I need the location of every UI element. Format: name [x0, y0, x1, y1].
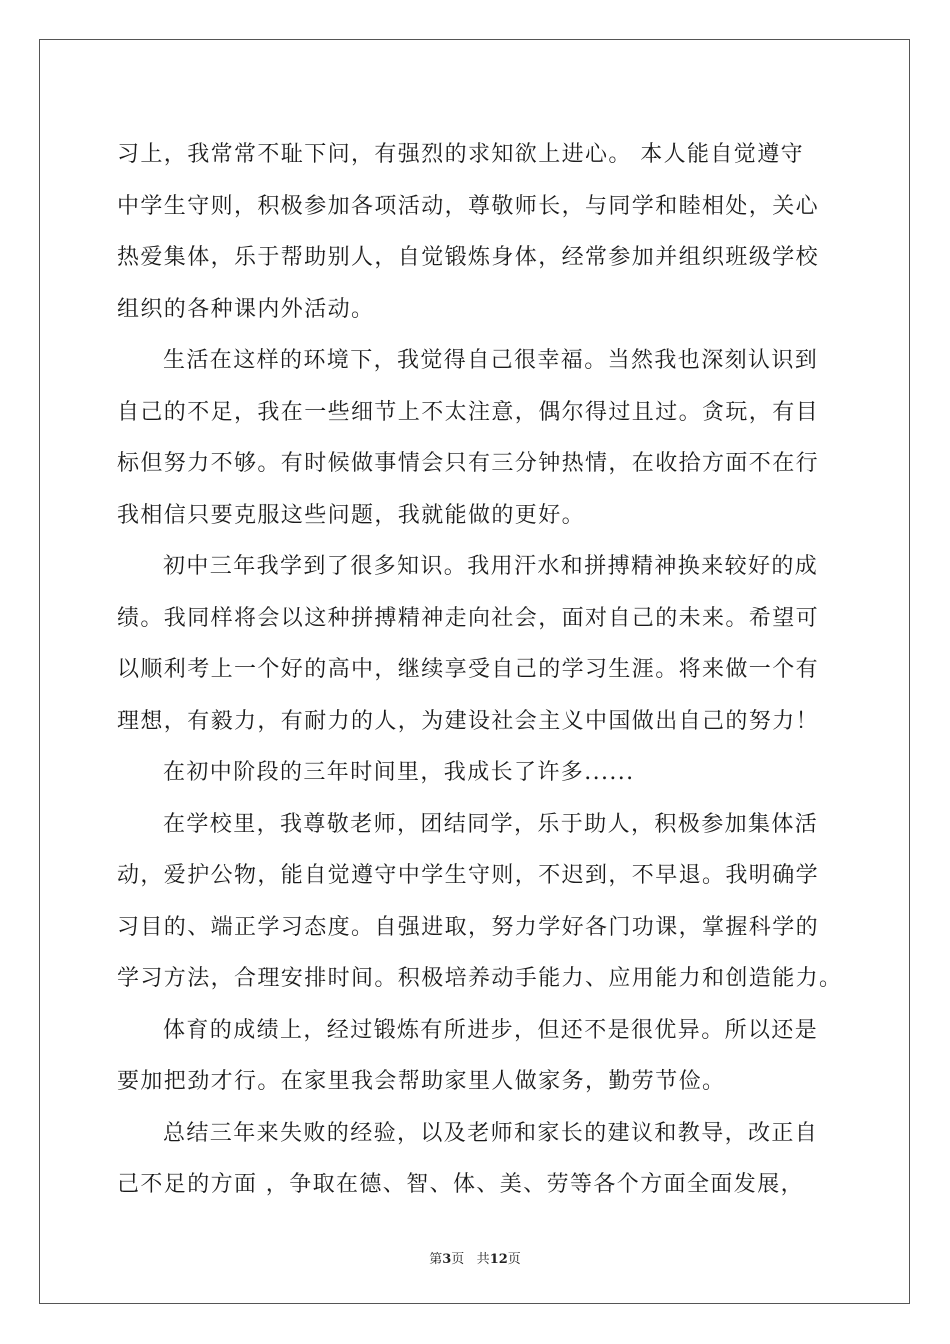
text-line: 我相信只要克服这些问题，我就能做的更好。 [117, 502, 586, 528]
text-line: 要加把劲才行。在家里我会帮助家里人做家务，勤劳节俭。 [117, 1069, 726, 1094]
text-line: 中学生守则，积极参加各项活动，尊敬师长，与同学和睦相处，关心 [117, 193, 820, 219]
text-line: 学习方法，合理安排时间。积极培养动手能力、应用能力和创造能力。 [117, 966, 843, 991]
text-line: 习目的、端正学习态度。自强进取，努力学好各门功课，掌握科学的 [117, 914, 820, 940]
text-line: 绩。我同样将会以这种拼搏精神走向社会，面对自己的未来。希望可 [117, 605, 820, 631]
text-line: 以顺利考上一个好的高中，继续享受自己的学习生涯。将来做一个有 [117, 657, 820, 682]
document-body [117, 129, 847, 1211]
page-footer [0, 1248, 950, 1267]
footer-page-word: 页 [451, 1252, 465, 1267]
text-line: 理想，有毅力，有耐力的人，为建设社会主义中国做出自己的努力！ [117, 708, 820, 734]
text-line: 己不足的方面 ，争取在德、智、体、美、劳等各个方面全面发展， [117, 1172, 804, 1197]
text-line: 在学校里，我尊敬老师，团结同学，乐于助人，积极参加集体活 [163, 811, 819, 837]
text-line: 总结三年来失败的经验，以及老师和家长的建议和教导，改正自 [163, 1120, 819, 1146]
total-page-count: 12 [489, 1252, 508, 1267]
text-line: 自己的不足，我在一些细节上不太注意，偶尔得过且过。贪玩，有目 [117, 399, 820, 425]
text-line: 生活在这样的环境下，我觉得自己很幸福。当然我也深刻认识到 [163, 348, 819, 373]
text-line: 习上，我常常不耻下问，有强烈的求知欲上进心。 本人能自觉遵守 [117, 142, 804, 167]
footer-total-prefix: 共 [476, 1252, 490, 1267]
text-line: 在初中阶段的三年时间里，我成长了许多...... [163, 760, 635, 785]
text-line: 热爱集体，乐于帮助别人，自觉锻炼身体，经常参加并组织班级学校 [117, 245, 820, 270]
text-line: 体育的成绩上，经过锻炼有所进步，但还不是很优异。所以还是 [163, 1017, 819, 1043]
text-line: 组织的各种课内外活动。 [117, 296, 375, 322]
text-line: 动，爱护公物，能自觉遵守中学生守则，不迟到，不早退。我明确学 [117, 863, 820, 888]
footer-total-word: 页 [507, 1252, 521, 1267]
text-line: 初中三年我学到了很多知识。我用汗水和拼搏精神换来较好的成 [163, 554, 819, 579]
text-line: 标但努力不够。有时候做事情会只有三分钟热情，在收拾方面不在行 [117, 451, 820, 476]
footer-page-prefix: 第 [429, 1252, 443, 1267]
current-page-number: 3 [442, 1252, 452, 1267]
